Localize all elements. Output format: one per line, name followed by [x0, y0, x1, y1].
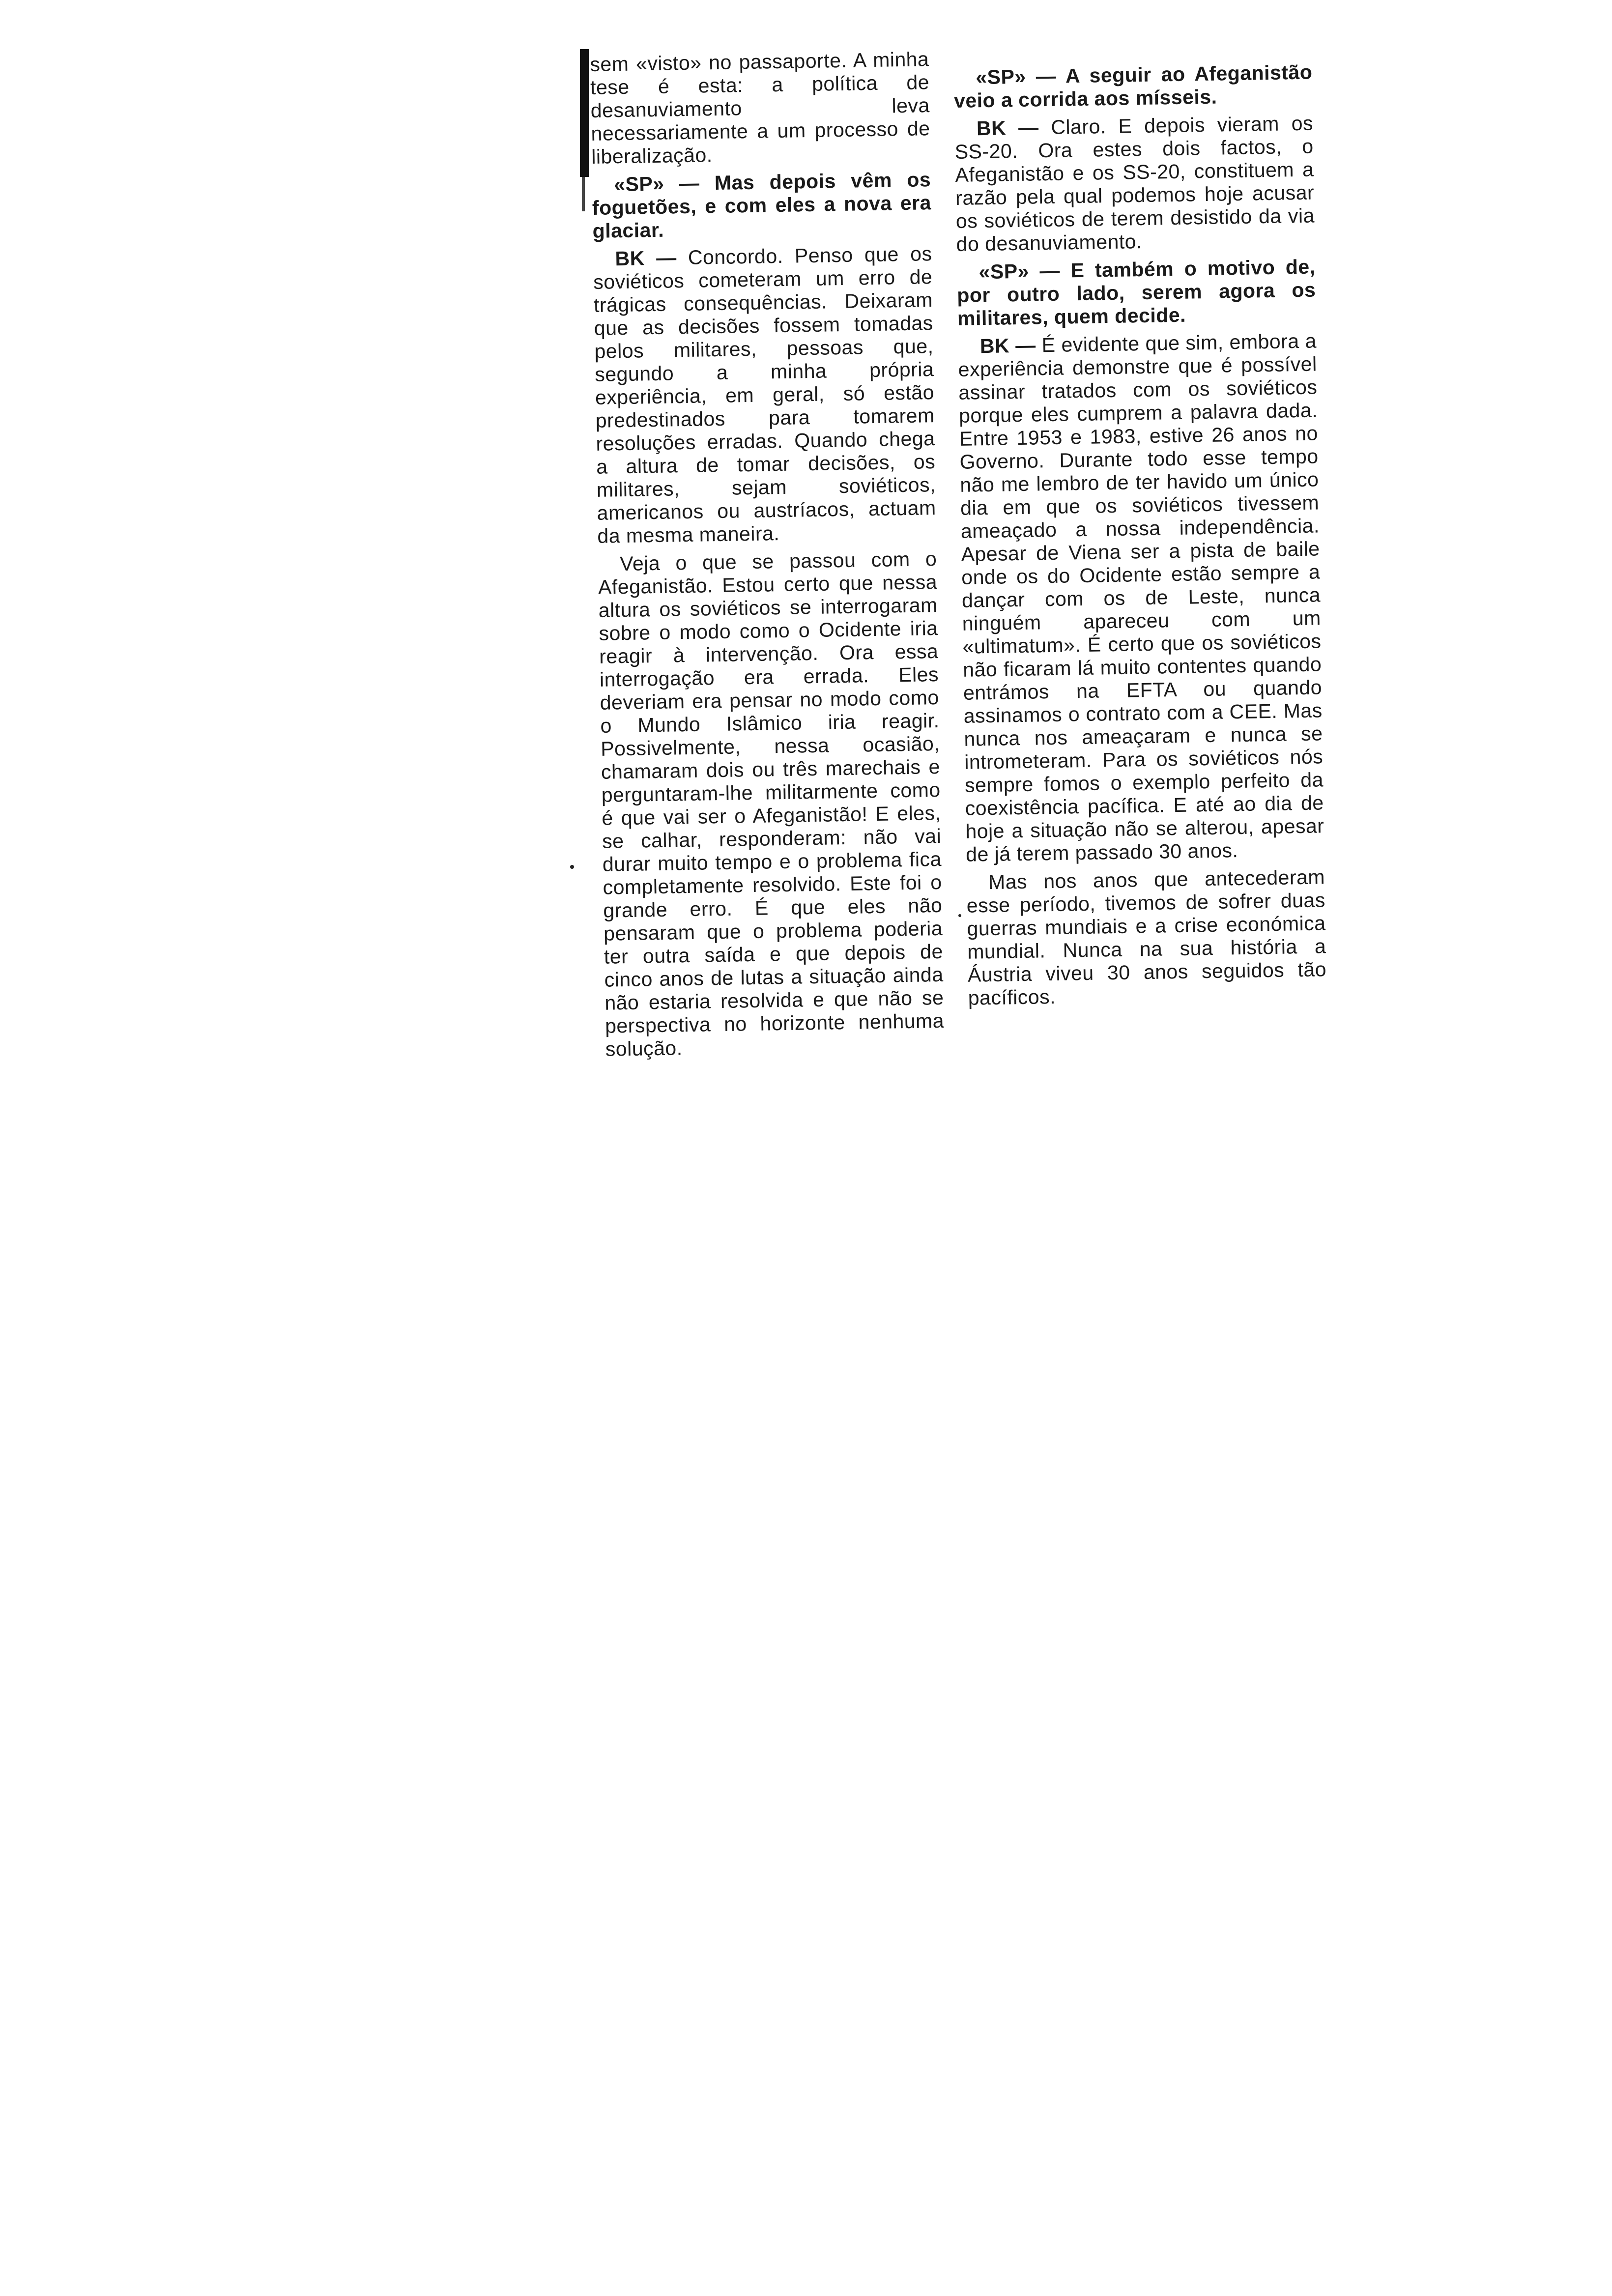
paragraph-text: Veja o que se passou com o Afeganistão. Estou certo que nessa altura os soviéticos se interrogaram sobre o modo como o Ocidente iria reagir à intervenção. Ora essa interrogação era errada. Eles deveriam era pensar no modo como o Mundo Islâmico iria reagir. Possivelmente, nessa ocasião, chamaram dois ou três marechais e perguntaram-lhe militarmente como é que vai ser o Afeganistão! E eles, se calhar, responderam: não vai durar muito tempo e o problema fica completamente resolvido. Este foi o grande erro. É que eles não pensaram que o problema poderia ter outra saída e que depois de cinco anos de lutas a situação ainda não estaria resolvida e que não se perspectiva no horizonte nenhuma solução.: [598, 547, 945, 1061]
article-right-column: [953, 61, 1327, 1015]
speaker-label: BK —: [979, 334, 1036, 358]
paragraph-text: sem «visto» no passaporte. A minha tese é esta: a política de desanuviamento leva necessariamente a um processo de liberalização.: [590, 48, 930, 168]
paragraph-continuation: [590, 48, 931, 169]
interviewee-answer: [958, 329, 1325, 866]
interviewee-answer: [954, 112, 1315, 256]
interviewee-answer: [593, 242, 937, 548]
answer-text: Concordo. Penso que os soviéticos cometeram um erro de trágicas consequências. Deixaram que as decisões fossem tomadas pelos militares, pessoas que, segundo a minha própria experiência, em geral, só estão predestinados para tomarem resoluções erradas. Quando chega a altura de tomar decisões, os militares, sejam soviéticos, americanos ou austríacos, actuam da mesma maneira.: [593, 242, 936, 547]
question-text: Mas depois vêm os foguetões, e com eles a nova era glaciar.: [592, 168, 932, 242]
speaker-label: BK —: [976, 116, 1039, 140]
question-text: A seguir ao Afeganistão veio a corrida aos mísseis.: [953, 60, 1313, 112]
speaker-label: BK —: [615, 246, 677, 270]
interviewer-question: [956, 255, 1316, 330]
interviewer-question: [953, 61, 1313, 113]
speaker-label: «SP» —: [613, 172, 700, 196]
paragraph: [598, 547, 945, 1061]
clipping-edge-mark: [580, 49, 589, 177]
paragraph-text: Mas nos anos que antecederam esse período, tivemos de sofrer duas guerras mundiais e a crise económica mundial. Nunca na sua história a Áustria viveu 30 anos seguidos tão pacíficos.: [966, 865, 1327, 1009]
paragraph: [966, 865, 1327, 1009]
interviewer-question: [592, 168, 932, 243]
speaker-label: «SP» —: [975, 64, 1057, 89]
ink-speck: [570, 865, 574, 869]
speaker-label: «SP» —: [979, 259, 1061, 284]
question-text: E também o motivo de, por outro lado, serem agora os militares, quem decide.: [956, 255, 1316, 330]
answer-text: É evidente que sim, embora a experiência demonstre que é possível assinar tratados com os soviéticos porque eles cumprem a palavra dada. Entre 1953 e 1983, estive 26 anos no Governo. Durante todo esse tempo não me lembro de ter havido um único dia em que os soviéticos tivessem ameaçado a nossa independência. Apesar de Viena ser a pista de baile onde os do Ocidente estão sempre a dançar com os de Leste, nunca ninguém apareceu com um «ultimatum». É certo que os soviéticos não ficaram lá muito contentes quando entrámos na EFTA ou quando assinamos o contrato com a CEE. Mas nunca nos ameaçaram e nunca se intrometeram. Para os soviéticos nós sempre fomos o exemplo perfeito da coexistência pacífica. E até ao dia de hoje a situação não se alterou, apesar de já terem passado 30 anos.: [958, 329, 1324, 866]
ink-speck: [958, 914, 961, 917]
answer-text: Claro. E depois vieram os SS-20. Ora estes dois factos, o Afeganistão e os SS-20, constituem a razão pela qual podemos hoje acusar os soviéticos de terem desistido da via do desanuviamento.: [954, 112, 1315, 256]
clipping-edge-mark-secondary: [582, 177, 585, 211]
article-left-column: [590, 48, 945, 1066]
